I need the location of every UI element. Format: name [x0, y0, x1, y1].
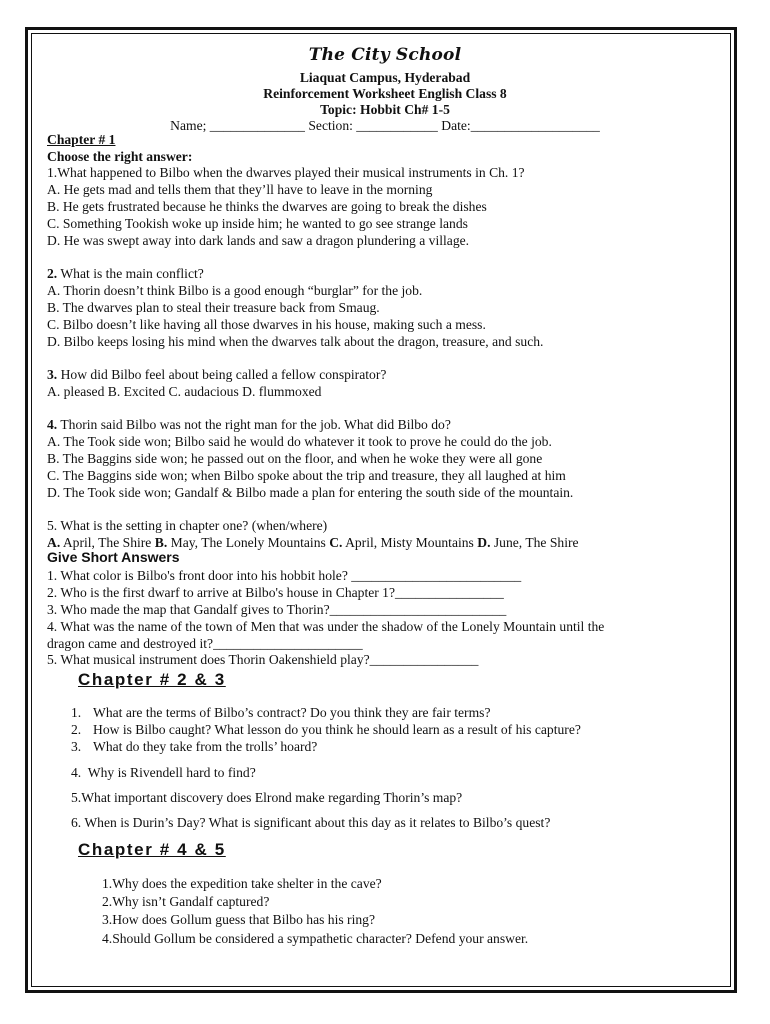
q4-number: 4.: [47, 417, 58, 432]
school-title: The City School: [308, 45, 462, 65]
q2-option-c: C. Bilbo doesn’t like having all those dwarves in his house, making such a mess.: [47, 317, 486, 332]
short-question-5[interactable]: 5. What musical instrument does Thorin Oakenshield play?________________: [47, 652, 479, 667]
q3-number: 3.: [47, 367, 58, 382]
choose-answer-instruction: Choose the right answer:: [47, 149, 193, 164]
ch23-question-2: [71, 721, 581, 738]
q2-option-b: B. The dwarves plan to steal their treasure back from Smaug.: [47, 300, 380, 315]
q1-option-c: C. Something Tookish woke up inside him; he wanted to go see strange lands: [47, 216, 468, 231]
q4-text: Thorin said Bilbo was not the right man for the job. What did Bilbo do?: [57, 417, 451, 432]
q2-number: 2.: [47, 266, 58, 281]
question-3: [47, 366, 386, 383]
ch45-question-3: 3.How does Gollum guess that Bilbo has his ring?: [102, 912, 375, 927]
ch45-question-1: 1.Why does the expedition take shelter in the cave?: [102, 876, 382, 891]
q5-b-label: B.: [154, 535, 168, 550]
q4-option-c: C. The Baggins side won; when Bilbo spoke about the trip and treasure, they all laughed at him: [47, 468, 566, 483]
chapter23-heading: Chapter # 2 & 3: [78, 670, 226, 689]
q5-d-text: June, The Shire: [490, 535, 579, 550]
ch23-question-3: [71, 738, 317, 755]
campus-line: Liaquat Campus, Hyderabad: [299, 70, 471, 85]
short-question-2[interactable]: 2. Who is the first dwarf to arrive at Bilbo's house in Chapter 1?________________: [47, 585, 504, 600]
q5-c-text: April, Misty Mountains: [342, 535, 478, 550]
short-question-4-cont[interactable]: dragon came and destroyed it?______________________: [47, 636, 363, 651]
question-4: [47, 416, 451, 433]
ch23-q2-text: How is Bilbo caught? What lesson do you think he should learn as a result of his capture?: [93, 722, 581, 737]
q5-a-label: A.: [47, 535, 61, 550]
q2-option-a: A. Thorin doesn’t think Bilbo is a good enough “burglar” for the job.: [47, 283, 423, 298]
q1-option-d: D. He was swept away into dark lands and saw a dragon plundering a village.: [47, 233, 470, 248]
chapter1-heading: Chapter # 1: [47, 132, 116, 147]
question-2: [47, 265, 204, 282]
ch23-q3-text: What do they take from the trolls’ hoard?: [93, 739, 318, 754]
q3-text: How did Bilbo feel about being called a fellow conspirator?: [57, 367, 387, 382]
ch23-q1-number: 1.: [71, 705, 82, 720]
q5-c-label: C.: [329, 535, 343, 550]
chapter45-heading: Chapter # 4 & 5: [78, 840, 226, 859]
short-answers-heading: Give Short Answers: [47, 549, 180, 565]
ch45-question-4: 4.Should Gollum be considered a sympathetic character? Defend your answer.: [102, 931, 529, 946]
short-question-4: 4. What was the name of the town of Men that was under the shadow of the Lonely Mountain until the: [47, 619, 605, 634]
q5-b-text: May, The Lonely Mountains: [167, 535, 330, 550]
q5-d-label: D.: [477, 535, 491, 550]
q2-option-d: D. Bilbo keeps losing his mind when the dwarves talk about the dragon, treasure, and such.: [47, 334, 544, 349]
q5-a-text: April, The Shire: [60, 535, 155, 550]
q4-option-b: B. The Baggins side won; he passed out on the floor, and when he woke they were all gone: [47, 451, 543, 466]
q4-option-a: A. The Took side won; Bilbo said he would do whatever it took to prove he could do the job.: [47, 434, 552, 449]
ch23-question-4: 4. Why is Rivendell hard to find?: [71, 765, 256, 780]
question-5: 5. What is the setting in chapter one? (when/where): [47, 518, 328, 533]
q2-text: What is the main conflict?: [57, 266, 204, 281]
short-question-1[interactable]: 1. What color is Bilbo's front door into his hobbit hole? _________________________: [47, 568, 522, 583]
question-1: 1.What happened to Bilbo when the dwarves played their musical instruments in Ch. 1?: [47, 165, 525, 180]
ch23-q3-number: 3.: [71, 739, 82, 754]
short-question-3[interactable]: 3. Who made the map that Gandalf gives to Thorin?__________________________: [47, 602, 507, 617]
ch23-question-6: 6. When is Durin’s Day? What is significant about this day as it relates to Bilbo’s quest?: [71, 815, 551, 830]
topic-line: Topic: Hobbit Ch# 1-5: [320, 102, 450, 117]
ch23-q1-text: What are the terms of Bilbo’s contract? Do you think they are fair terms?: [93, 705, 491, 720]
q1-option-b: B. He gets frustrated because he thinks the dwarves are going to break the dishes: [47, 199, 487, 214]
q4-option-d: D. The Took side won; Gandalf & Bilbo made a plan for entering the south side of the mountain.: [47, 485, 574, 500]
ch23-question-5: 5.What important discovery does Elrond make regarding Thorin’s map?: [71, 790, 463, 805]
ch23-question-1: [71, 704, 490, 721]
ch45-question-2: 2.Why isn’t Gandalf captured?: [102, 894, 270, 909]
q3-options: A. pleased B. Excited C. audacious D. flummoxed: [47, 384, 322, 399]
ch23-q2-number: 2.: [71, 722, 82, 737]
worksheet-line: Reinforcement Worksheet English Class 8: [263, 86, 507, 101]
q1-option-a: A. He gets mad and tells them that they’ll have to leave in the morning: [47, 182, 433, 197]
name-section-date-fields[interactable]: Name; ______________ Section: ____________ Date:___________________: [170, 118, 600, 133]
